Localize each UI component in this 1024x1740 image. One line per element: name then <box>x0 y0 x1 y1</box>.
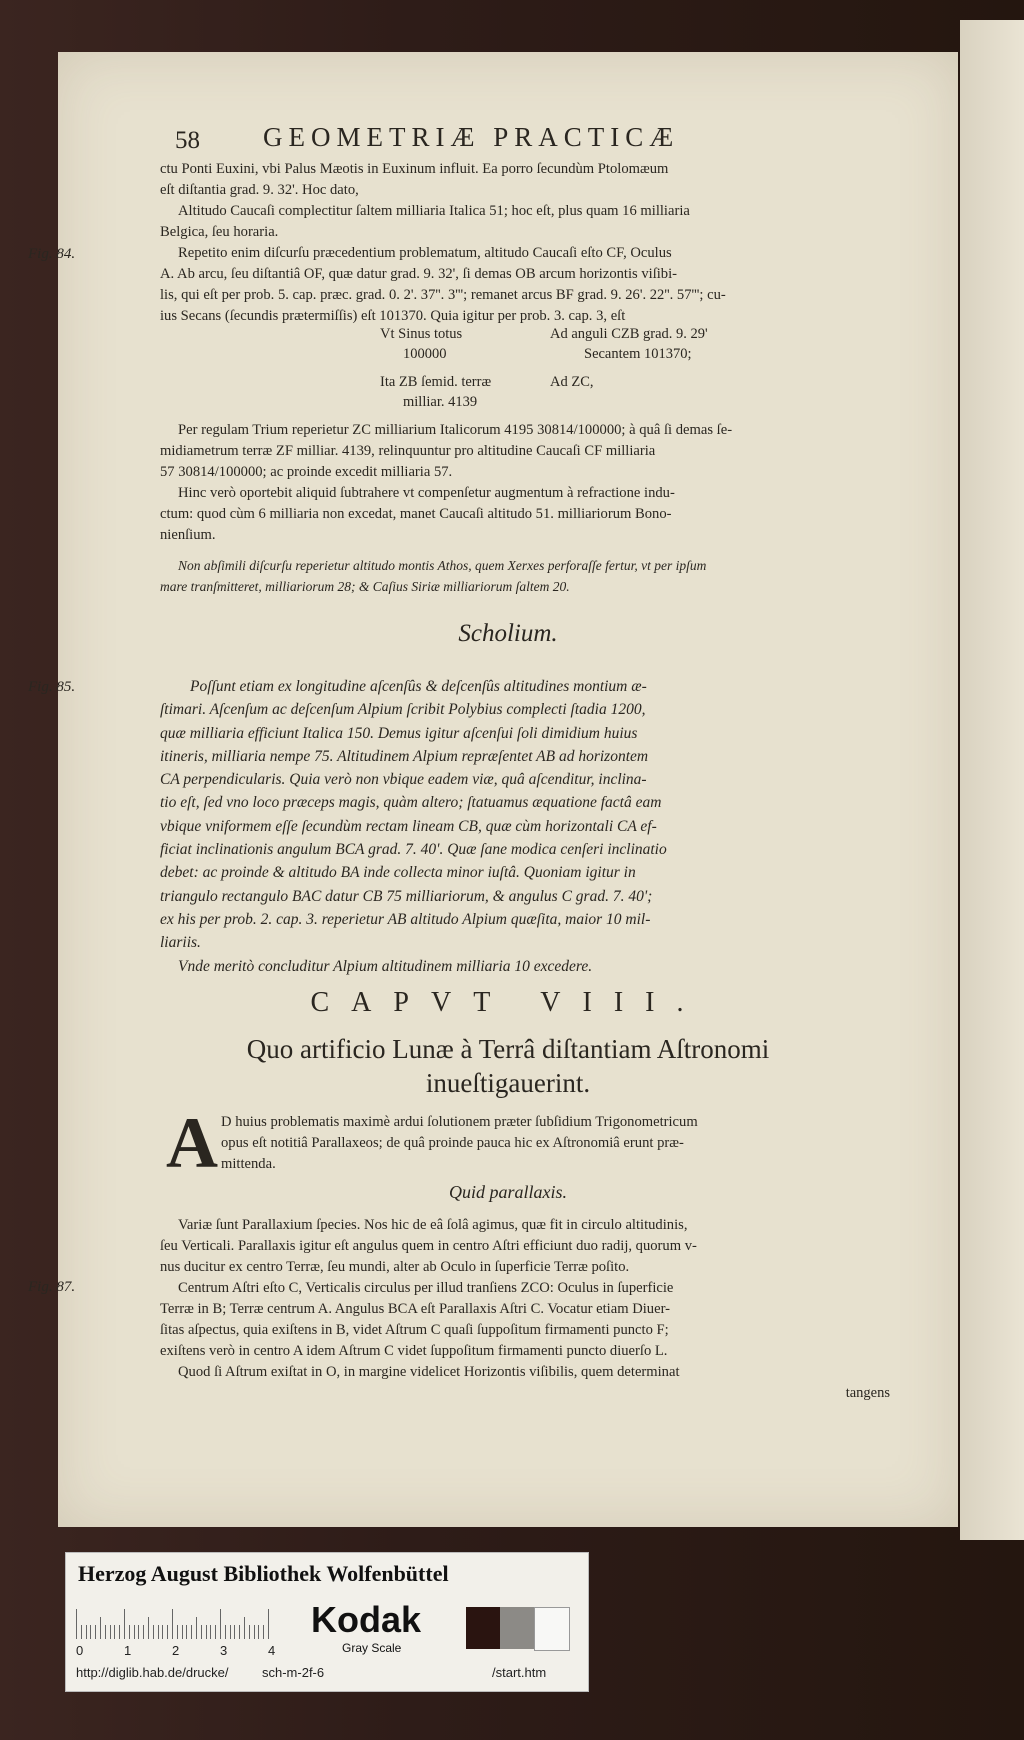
text-line: ficiat inclinationis angulum BCA grad. 7. 40'. Quæ ſane modica cenſeri inclinatio <box>160 841 667 859</box>
ruler-tick <box>76 1609 77 1639</box>
text-line: mare tranſmitteret, milliariorum 28; & Caſius Siriæ milliariorum ſaltem 20. <box>160 579 570 594</box>
ruler-tick <box>186 1625 187 1639</box>
text-line: ſtimari. Aſcenſum ac deſcenſum Alpium ſcribit Polybius complecti ſtadia 1200, <box>160 701 646 719</box>
text-line: exiſtens verò in centro A idem Aſtrum C videt ſuppoſitum firmamenti puncto diuerſo L. <box>160 1343 668 1359</box>
ruler-tick <box>263 1625 264 1639</box>
ruler-tick <box>191 1625 192 1639</box>
ruler-tick <box>206 1625 207 1639</box>
ruler-number: 1 <box>124 1643 132 1658</box>
proportion-r1-c: Ad anguli CZB grad. 9. 29' <box>550 326 708 342</box>
text-line: liariis. <box>160 934 201 952</box>
text-line: Quod ſi Aſtrum exiſtat in O, in margine videlicet Horizontis viſibilis, quem determinat <box>178 1364 680 1380</box>
conclusion-line: Vnde meritò concluditur Alpium altitudinem milliaria 10 excedere. <box>178 957 593 975</box>
ruler-tick <box>268 1609 269 1639</box>
ruler-tick <box>153 1625 154 1639</box>
ruler-tick <box>215 1625 216 1639</box>
text-line: vbique vniformem eſſe ſecundùm rectam lineam CB, quæ cùm horizontali CA ef- <box>160 817 657 835</box>
text-line: lis, qui eſt per prob. 5. cap. præc. grad. 0. 2'. 37''. 3'''; remanet arcus BF grad. 9. 26'. 22''. 57'''; cu- <box>160 287 726 303</box>
text-line: Non abſimili diſcurſu reperietur altitudo montis Athos, quem Xerxes perforaſſe fertur, vt per ipſum <box>178 558 707 573</box>
chapter-title-line: Quo artificio Lunæ à Terrâ diſtantiam Aſtronomi <box>246 1034 770 1064</box>
proportion-r2-a: Ita ZB ſemid. terræ <box>380 374 492 390</box>
text-line: A. Ab arcu, ſeu diſtantiâ OF, quæ datur grad. 9. 32', ſi demas OB arcum horizontis viſibi- <box>160 266 678 282</box>
scholium-heading: Scholium. <box>458 620 558 647</box>
fig-84-label: Fig. 84. <box>28 246 76 262</box>
text-line: mittenda. <box>221 1156 276 1172</box>
text-line: triangulo rectangulo BAC datur CB 75 milliariorum, & angulus C grad. 7. 40'; <box>160 887 653 905</box>
text-line: debet: ac proinde & altitudo BA inde collecta minor iuſtâ. Quoniam igitur in <box>160 864 636 882</box>
ruler-tick <box>177 1625 178 1639</box>
text-line: Repetito enim diſcurſu præcedentium problematum, altitudo Caucaſi eſto CF, Oculus <box>178 245 672 261</box>
running-title: GEOMETRIÆ PRACTICÆ <box>263 122 680 152</box>
text-line: opus eſt notitiâ Parallaxeos; de quâ proinde pauca hic ex Aſtronomiâ erunt præ- <box>221 1135 684 1151</box>
ruler-tick <box>258 1625 259 1639</box>
ruler-tick <box>230 1625 231 1639</box>
text-line: ctum: quod cùm 6 milliaria non excedat, manet Caucaſi altitudo 51. milliariorum Bono- <box>160 506 672 522</box>
intro-paragraph <box>160 159 890 243</box>
kodak-logo: Kodak <box>311 1599 422 1640</box>
swatch-dark <box>466 1607 500 1649</box>
ruler-tick <box>129 1625 130 1639</box>
ruler-number: 2 <box>172 1643 180 1658</box>
ruler-tick <box>234 1625 235 1639</box>
text-line: nus ducitur ex centro Terræ, ſeu mundi, alter ab Oculo in ſuperficie Terræ poſito. <box>160 1259 630 1275</box>
text-line: Hinc verò oportebit aliquid ſubtrahere vt compenſetur augmentum à refractione indu- <box>178 485 675 501</box>
ruler-tick <box>167 1625 168 1639</box>
gray-scale-label: Gray Scale <box>342 1641 402 1655</box>
fig-87-paragraph <box>160 1278 890 1383</box>
proportion-r2-c: Ad ZC, <box>550 374 594 390</box>
ruler-tick <box>95 1625 96 1639</box>
text-line: Poſſunt etiam ex longitudine aſcenſûs & deſcenſûs altitudines montium æ- <box>190 678 647 695</box>
proportion-r1-b: 100000 <box>403 346 447 362</box>
facing-page-edge <box>960 20 1024 1540</box>
proportion-r1-d: Secantem 101370; <box>584 346 692 362</box>
text-line: midiametrum terræ ZF milliar. 4139, relinquuntur pro altitudine Caucaſi CF milliaria <box>160 443 656 459</box>
ruler-tick <box>220 1609 221 1639</box>
ruler-tick <box>148 1617 149 1639</box>
text-line: Centrum Aſtri eſto C, Verticalis circulus per illud tranſiens ZCO: Oculus in ſuperficie <box>178 1280 674 1296</box>
ruler-scale <box>76 1605 286 1639</box>
text-line: tio eſt, ſed vno loco præceps magis, quàm altero; ſtatuamus æquatione factâ eam <box>160 794 662 812</box>
ruler-tick <box>119 1625 120 1639</box>
ruler-tick <box>210 1625 211 1639</box>
text-line: ſeu Verticali. Parallaxis igitur eſt angulus quem in centro Aſtri efficiunt duo radij, quorum v- <box>160 1238 697 1254</box>
text-line: 57 30814/100000; ac proinde excedit milliaria 57. <box>160 464 453 480</box>
chapter-title-line: inueſtigauerint. <box>425 1068 591 1098</box>
url-part: http://diglib.hab.de/drucke/ <box>76 1665 229 1680</box>
text-line: Per regulam Trium reperietur ZC milliarium Italicorum 4195 30814/100000; à quâ ſi demas ſe- <box>178 422 733 438</box>
ruler-tick <box>86 1625 87 1639</box>
rule-of-three-paragraph <box>160 420 890 546</box>
page-number: 58 <box>175 127 200 154</box>
ruler-tick <box>143 1625 144 1639</box>
ruler-tick <box>81 1625 82 1639</box>
ruler-tick <box>158 1625 159 1639</box>
text-line: quæ milliaria efficiunt Italica 150. Demus igitur aſcenſui ſoli dimidium huius <box>160 724 638 742</box>
text-line: Belgica, ſeu horaria. <box>160 224 279 240</box>
text-line: Altitudo Caucaſi complectitur ſaltem milliaria Italica 51; hoc eſt, plus quam 16 milliaria <box>178 203 690 219</box>
ruler-tick <box>90 1625 91 1639</box>
chapter-title <box>158 1032 858 1100</box>
url-part: sch-m-2f-6 <box>262 1665 325 1680</box>
ruler-tick <box>225 1625 226 1639</box>
swatch-gray <box>500 1607 534 1649</box>
chapter-heading: CAPVT VIII. <box>310 987 706 1018</box>
parallax-heading: Quid parallaxis. <box>448 1182 567 1202</box>
ruler-tick <box>201 1625 202 1639</box>
text-line: Variæ ſunt Parallaxium ſpecies. Nos hic de eâ ſolâ agimus, quæ fit in circulo altitudinis, <box>178 1217 688 1233</box>
ruler-tick <box>110 1625 111 1639</box>
ruler-tick <box>196 1617 197 1639</box>
ruler-tick <box>134 1625 135 1639</box>
ruler-tick <box>105 1625 106 1639</box>
scholium-paragraph <box>160 675 890 978</box>
athos-paragraph <box>160 555 890 597</box>
fig-87-label: Fig. 87. <box>28 1279 76 1295</box>
chapter-intro-paragraph <box>221 1112 891 1175</box>
proportion-r2-b: milliar. 4139 <box>403 394 478 410</box>
text-line: itineris, milliaria nempe 75. Altitudinem Alpium repræſentet AB ad horizontem <box>160 747 649 765</box>
ruler-tick <box>244 1617 245 1639</box>
ruler-tick <box>100 1617 101 1639</box>
text-line: D huius problematis maximè ardui ſolutionem præter ſubſidium Trigonometricum <box>221 1114 698 1130</box>
catchword: tangens <box>845 1385 890 1401</box>
library-color-strip <box>65 1552 589 1692</box>
text-line: ius Secans (ſecundis prætermiſſis) eſt 101370. Quia igitur per prob. 3. cap. 3, eſt <box>160 308 626 324</box>
proportion-r1-a: Vt Sinus totus <box>380 326 463 342</box>
fig-84-paragraph <box>160 243 890 327</box>
text-line: ctu Ponti Euxini, vbi Palus Mæotis in Euxinum influit. Ea porro ſecundùm Ptolomæum <box>160 161 669 177</box>
book-page <box>28 52 958 1527</box>
swatch-white <box>534 1607 570 1651</box>
ruler-number: 4 <box>268 1643 276 1658</box>
ruler-tick <box>239 1625 240 1639</box>
url-part: /start.htm <box>492 1665 547 1680</box>
parallax-paragraph <box>160 1215 890 1278</box>
fig-85-label: Fig. 85. <box>28 679 76 695</box>
text-line: eſt diſtantia grad. 9. 32'. Hoc dato, <box>160 182 359 198</box>
library-name: Herzog August Bibliothek Wolfenbüttel <box>78 1561 449 1586</box>
ruler-tick <box>249 1625 250 1639</box>
ruler-tick <box>162 1625 163 1639</box>
ruler-tick <box>254 1625 255 1639</box>
drop-cap: A <box>166 1103 218 1183</box>
text-line: ex his per prob. 2. cap. 3. reperietur AB altitudo Alpium quæſita, maior 10 mil- <box>160 910 651 928</box>
ruler-number: 0 <box>76 1643 84 1658</box>
text-line: Terræ in B; Terræ centrum A. Angulus BCA eſt Parallaxis Aſtri C. Vocatur etiam Diuer- <box>160 1301 671 1317</box>
ruler-tick <box>114 1625 115 1639</box>
text-line: nienſium. <box>160 527 216 543</box>
ruler-tick <box>124 1609 125 1639</box>
ruler-tick <box>182 1625 183 1639</box>
ruler-tick <box>172 1609 173 1639</box>
text-line: ſitas aſpectus, quia exiſtens in B, videt Aſtrum C quaſi ſuppoſitum firmamenti puncto F; <box>160 1322 669 1338</box>
text-line: CA perpendicularis. Quia verò non vbique eadem viæ, quâ aſcenditur, inclina- <box>160 771 647 789</box>
ruler-tick <box>138 1625 139 1639</box>
ruler-number: 3 <box>220 1643 228 1658</box>
